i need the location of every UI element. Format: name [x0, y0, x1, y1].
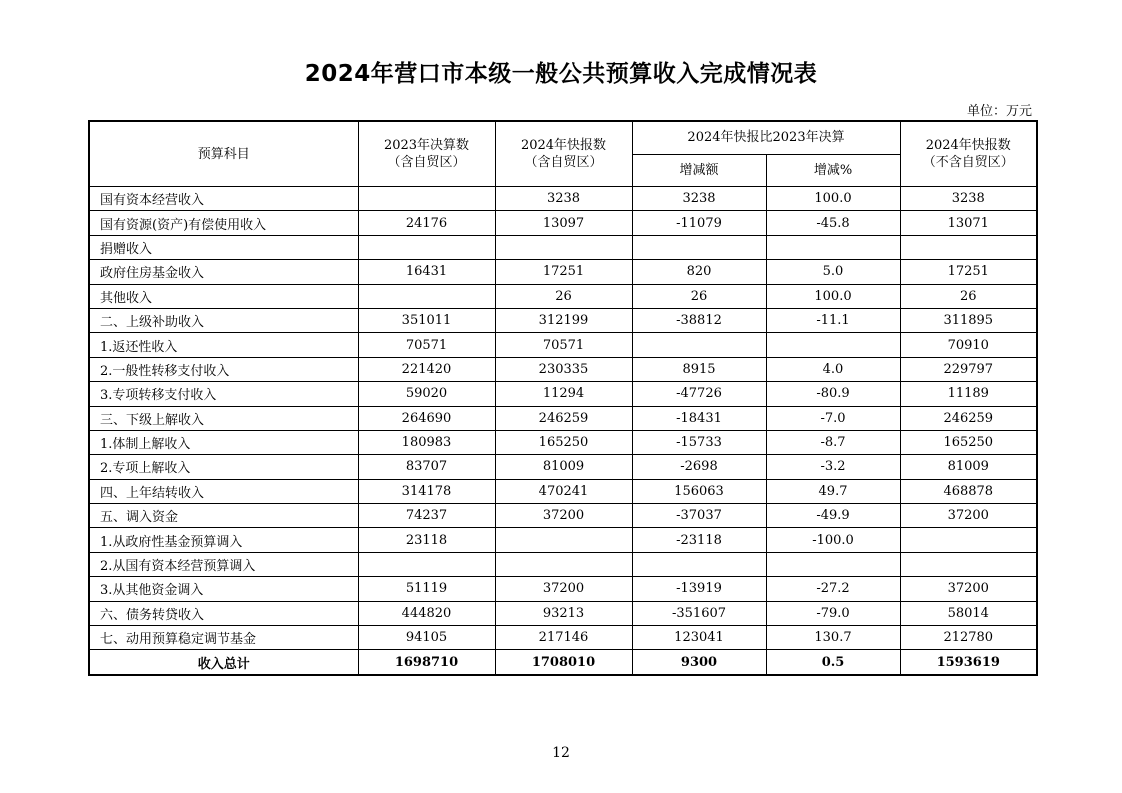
- row-2024-value: 26: [495, 284, 632, 308]
- table-row: [89, 308, 1037, 332]
- row-subject: 政府住房基金收入: [89, 260, 358, 284]
- total-2023-value: 1698710: [358, 650, 495, 675]
- row-subject: 1.体制上解收入: [89, 430, 358, 454]
- row-2024-excl-value: 229797: [900, 357, 1037, 381]
- row-subject: 捐赠收入: [89, 235, 358, 259]
- row-subject: 2.专项上解收入: [89, 455, 358, 479]
- row-2023-value: 221420: [358, 357, 495, 381]
- row-change-pct: 4.0: [766, 357, 900, 381]
- row-2023-value: 23118: [358, 528, 495, 552]
- row-change-pct: -80.9: [766, 382, 900, 406]
- row-change-pct: [766, 333, 900, 357]
- header-2024-excl-line2: （不含自贸区）: [922, 155, 1014, 170]
- row-2024-value: 217146: [495, 626, 632, 650]
- row-2024-excl-value: 246259: [900, 406, 1037, 430]
- row-change-pct: -45.8: [766, 211, 900, 235]
- unit-label: 单位：万元: [966, 104, 1032, 119]
- table-row: [89, 284, 1037, 308]
- row-change-amount: 8915: [632, 357, 766, 381]
- row-change-pct: -3.2: [766, 455, 900, 479]
- row-2024-excl-value: 468878: [900, 479, 1037, 503]
- table-row: [89, 235, 1037, 259]
- row-change-pct: 130.7: [766, 626, 900, 650]
- row-change-pct: 100.0: [766, 284, 900, 308]
- row-subject: 三、下级上解收入: [89, 406, 358, 430]
- row-change-amount: -37037: [632, 504, 766, 528]
- row-change-amount: -38812: [632, 308, 766, 332]
- row-subject: 五、调入资金: [89, 504, 358, 528]
- table-row: [89, 455, 1037, 479]
- table-row: [89, 382, 1037, 406]
- row-2024-value: 165250: [495, 430, 632, 454]
- row-change-amount: [632, 333, 766, 357]
- budget-table: [88, 120, 1038, 676]
- row-2024-value: 17251: [495, 260, 632, 284]
- row-change-amount: -351607: [632, 601, 766, 625]
- row-2023-value: 351011: [358, 308, 495, 332]
- total-change-amount: 9300: [632, 650, 766, 675]
- table-row: [89, 211, 1037, 235]
- header-change-pct: 增减%: [766, 154, 900, 187]
- total-change-pct: 0.5: [766, 650, 900, 675]
- row-2024-value: 246259: [495, 406, 632, 430]
- row-change-pct: -8.7: [766, 430, 900, 454]
- table-row: [89, 260, 1037, 284]
- row-change-pct: 5.0: [766, 260, 900, 284]
- page-title: 2024年营口市本级一般公共预算收入完成情况表: [304, 61, 818, 87]
- row-change-amount: -47726: [632, 382, 766, 406]
- row-2024-value: [495, 235, 632, 259]
- row-change-pct: -100.0: [766, 528, 900, 552]
- table-row: [89, 626, 1037, 650]
- table-row: [89, 187, 1037, 211]
- table-row: [89, 333, 1037, 357]
- row-2024-excl-value: 17251: [900, 260, 1037, 284]
- header-2023: [358, 121, 495, 187]
- row-subject: 3.从其他资金调入: [89, 577, 358, 601]
- row-2023-value: 74237: [358, 504, 495, 528]
- row-2023-value: 51119: [358, 577, 495, 601]
- row-change-amount: -23118: [632, 528, 766, 552]
- row-change-amount: -13919: [632, 577, 766, 601]
- row-2024-excl-value: 165250: [900, 430, 1037, 454]
- row-2024-value: 470241: [495, 479, 632, 503]
- row-change-amount: 3238: [632, 187, 766, 211]
- table-row: [89, 357, 1037, 381]
- table-body: [89, 187, 1037, 675]
- row-2023-value: 59020: [358, 382, 495, 406]
- row-2024-value: 3238: [495, 187, 632, 211]
- row-2024-excl-value: 3238: [900, 187, 1037, 211]
- row-subject: 四、上年结转收入: [89, 479, 358, 503]
- row-change-amount: -2698: [632, 455, 766, 479]
- table-row: [89, 577, 1037, 601]
- row-2024-value: 37200: [495, 577, 632, 601]
- table-row: [89, 601, 1037, 625]
- row-2024-value: 230335: [495, 357, 632, 381]
- table-row: [89, 479, 1037, 503]
- row-2023-value: 264690: [358, 406, 495, 430]
- header-subject: 预算科目: [89, 121, 358, 187]
- row-subject: 其他收入: [89, 284, 358, 308]
- row-change-pct: [766, 235, 900, 259]
- row-change-pct: 49.7: [766, 479, 900, 503]
- row-2024-excl-value: 13071: [900, 211, 1037, 235]
- row-change-pct: -7.0: [766, 406, 900, 430]
- row-subject: 六、债务转贷收入: [89, 601, 358, 625]
- row-change-amount: 156063: [632, 479, 766, 503]
- row-2024-excl-value: 58014: [900, 601, 1037, 625]
- row-subject: 1.返还性收入: [89, 333, 358, 357]
- row-2024-excl-value: 37200: [900, 504, 1037, 528]
- row-2024-value: 13097: [495, 211, 632, 235]
- row-change-amount: -18431: [632, 406, 766, 430]
- row-change-amount: 820: [632, 260, 766, 284]
- header-change-amount: 增减额: [632, 154, 766, 187]
- row-change-amount: 26: [632, 284, 766, 308]
- table-row: [89, 528, 1037, 552]
- total-subject: 收入总计: [89, 650, 358, 675]
- row-2023-value: [358, 284, 495, 308]
- row-2023-value: [358, 552, 495, 576]
- row-2023-value: 70571: [358, 333, 495, 357]
- row-2023-value: 444820: [358, 601, 495, 625]
- row-subject: 2.从国有资本经营预算调入: [89, 552, 358, 576]
- row-change-pct: -79.0: [766, 601, 900, 625]
- row-change-pct: [766, 552, 900, 576]
- row-change-pct: -11.1: [766, 308, 900, 332]
- row-change-amount: [632, 552, 766, 576]
- row-2024-value: [495, 552, 632, 576]
- row-2024-excl-value: 81009: [900, 455, 1037, 479]
- row-change-amount: -11079: [632, 211, 766, 235]
- row-2024-value: 70571: [495, 333, 632, 357]
- row-subject: 二、上级补助收入: [89, 308, 358, 332]
- row-change-pct: -49.9: [766, 504, 900, 528]
- table-row: [89, 504, 1037, 528]
- row-2023-value: 314178: [358, 479, 495, 503]
- row-2024-excl-value: [900, 528, 1037, 552]
- total-2024-excl-value: 1593619: [900, 650, 1037, 675]
- row-subject: 国有资源(资产)有偿使用收入: [89, 211, 358, 235]
- row-subject: 3.专项转移支付收入: [89, 382, 358, 406]
- row-change-amount: 123041: [632, 626, 766, 650]
- row-subject: 国有资本经营收入: [89, 187, 358, 211]
- row-2024-excl-value: [900, 552, 1037, 576]
- table-row: [89, 406, 1037, 430]
- header-2024-excl-line1: 2024年快报数: [925, 138, 1011, 153]
- row-change-pct: -27.2: [766, 577, 900, 601]
- header-2023-line2: （含自贸区）: [387, 155, 466, 170]
- row-2024-value: 312199: [495, 308, 632, 332]
- total-row: [89, 650, 1037, 675]
- row-2024-excl-value: [900, 235, 1037, 259]
- row-2024-value: [495, 528, 632, 552]
- row-subject: 七、动用预算稳定调节基金: [89, 626, 358, 650]
- row-2024-excl-value: 26: [900, 284, 1037, 308]
- header-2024-line2: （含自贸区）: [524, 155, 603, 170]
- table-row: [89, 430, 1037, 454]
- header-2023-line1: 2023年决算数: [383, 138, 470, 153]
- row-2024-excl-value: 11189: [900, 382, 1037, 406]
- row-2023-value: 83707: [358, 455, 495, 479]
- row-2024-value: 81009: [495, 455, 632, 479]
- row-2023-value: 24176: [358, 211, 495, 235]
- row-2024-excl-value: 70910: [900, 333, 1037, 357]
- row-subject: 1.从政府性基金预算调入: [89, 528, 358, 552]
- row-2024-excl-value: 212780: [900, 626, 1037, 650]
- row-change-pct: 100.0: [766, 187, 900, 211]
- total-2024-value: 1708010: [495, 650, 632, 675]
- row-2023-value: [358, 235, 495, 259]
- row-change-amount: [632, 235, 766, 259]
- row-2024-value: 37200: [495, 504, 632, 528]
- header-2024-excl: [900, 121, 1037, 187]
- header-2024-line1: 2024年快报数: [520, 138, 607, 153]
- row-2023-value: 16431: [358, 260, 495, 284]
- table-row: [89, 552, 1037, 576]
- row-2023-value: [358, 187, 495, 211]
- row-change-amount: -15733: [632, 430, 766, 454]
- row-2024-excl-value: 311895: [900, 308, 1037, 332]
- row-subject: 2.一般性转移支付收入: [89, 357, 358, 381]
- header-2024: [495, 121, 632, 187]
- header-compare: 2024年快报比2023年决算: [632, 121, 900, 154]
- row-2023-value: 180983: [358, 430, 495, 454]
- row-2023-value: 94105: [358, 626, 495, 650]
- row-2024-value: 93213: [495, 601, 632, 625]
- row-2024-value: 11294: [495, 382, 632, 406]
- row-2024-excl-value: 37200: [900, 577, 1037, 601]
- page-number: 12: [552, 745, 570, 761]
